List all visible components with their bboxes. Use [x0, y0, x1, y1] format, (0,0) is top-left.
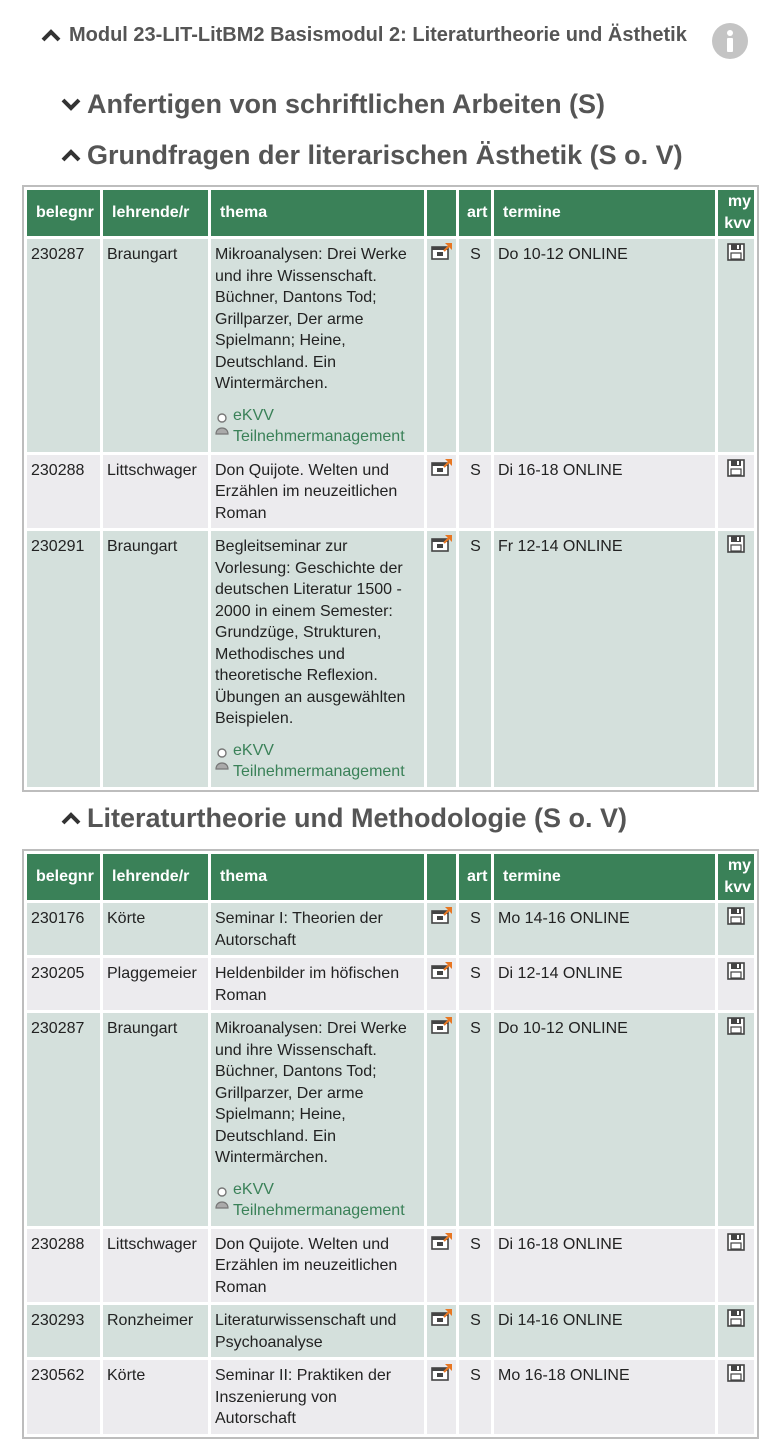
cell-lehrende: Braungart	[103, 1013, 208, 1226]
col-mykvv-1: my	[727, 857, 751, 874]
mykvv-cell	[718, 531, 754, 787]
cell-termine: Fr 12-14 ONLINE	[494, 531, 715, 787]
cell-belegnr: 230293	[27, 1305, 100, 1357]
cell-thema	[211, 531, 424, 787]
cell-art: S	[459, 531, 491, 787]
col-art[interactable]: art	[459, 854, 491, 900]
course-table-literaturtheorie	[22, 849, 759, 1439]
chevron-up-icon[interactable]	[60, 811, 82, 825]
ekvv-link[interactable]: eKVV	[233, 406, 274, 424]
table-row	[27, 1360, 754, 1434]
cell-art: S	[459, 1305, 491, 1357]
cell-art: S	[459, 1229, 491, 1303]
module-title: Modul 23-LIT-LitBM2 Basismodul 2: Literaturtheorie und Ästhetik	[69, 24, 687, 46]
mykvv-cell	[718, 1229, 754, 1303]
cell-lehrende: Littschwager	[103, 455, 208, 529]
cell-art: S	[459, 239, 491, 452]
cell-lehrende: Ronzheimer	[103, 1305, 208, 1357]
person-icon	[215, 1187, 233, 1222]
table-header	[27, 854, 754, 900]
col-details	[427, 190, 456, 236]
ekvv-link-group	[233, 1179, 405, 1222]
table-header	[27, 190, 754, 236]
course-table-grundfragen	[22, 185, 759, 792]
floppy-disk-icon[interactable]	[727, 248, 745, 265]
col-mykvv	[718, 854, 754, 900]
cell-belegnr: 230205	[27, 958, 100, 1010]
cell-art: S	[459, 958, 491, 1010]
mykvv-cell	[718, 455, 754, 529]
info-icon[interactable]	[712, 23, 748, 59]
mykvv-cell	[718, 958, 754, 1010]
cell-belegnr: 230291	[27, 531, 100, 787]
col-lehrende[interactable]: lehrende/r	[103, 854, 208, 900]
mykvv-cell	[718, 239, 754, 452]
teilnehmermanagement-link[interactable]: Teilnehmermanagement	[233, 1202, 405, 1219]
open-window-icon[interactable]	[431, 1022, 453, 1039]
floppy-disk-icon[interactable]	[727, 464, 745, 481]
cell-belegnr: 230176	[27, 903, 100, 955]
cell-thema	[211, 1229, 424, 1303]
open-window-icon[interactable]	[431, 248, 453, 265]
thema-text: Mikroanalysen: Drei Werke und ihre Wissenschaft. Büchner, Dantons Tod; Grillparzer, Der arme Spielmann; Heine, Deutschland. Ein Wintermärchen.	[215, 246, 407, 392]
cell-termine: Mo 16-18 ONLINE	[494, 1360, 715, 1434]
col-belegnr[interactable]: belegnr	[27, 190, 100, 236]
section-title: Grundfragen der literarischen Ästhetik (S o. V)	[87, 140, 683, 170]
details-cell	[427, 1305, 456, 1357]
cell-thema	[211, 1013, 424, 1226]
cell-lehrende: Littschwager	[103, 1229, 208, 1303]
mykvv-cell	[718, 903, 754, 955]
open-window-icon[interactable]	[431, 1314, 453, 1331]
col-art[interactable]: art	[459, 190, 491, 236]
cell-art: S	[459, 1360, 491, 1434]
chevron-up-icon[interactable]	[60, 148, 82, 162]
table-row	[27, 1013, 754, 1226]
cell-belegnr: 230287	[27, 239, 100, 452]
ekvv-link[interactable]: eKVV	[233, 741, 274, 759]
cell-lehrende: Braungart	[103, 531, 208, 787]
col-thema[interactable]: thema	[211, 854, 424, 900]
cell-lehrende: Plaggemeier	[103, 958, 208, 1010]
cell-thema	[211, 1360, 424, 1434]
ekvv-link-group	[233, 740, 405, 783]
cell-termine: Do 10-12 ONLINE	[494, 239, 715, 452]
col-mykvv-1: my	[727, 193, 751, 210]
open-window-icon[interactable]	[431, 912, 453, 929]
cell-termine: Di 12-14 ONLINE	[494, 958, 715, 1010]
open-window-icon[interactable]	[431, 464, 453, 481]
details-cell	[427, 1360, 456, 1434]
cell-thema	[211, 958, 424, 1010]
cell-thema	[211, 455, 424, 529]
cell-lehrende: Körte	[103, 1360, 208, 1434]
details-cell	[427, 1013, 456, 1226]
thema-text: Seminar I: Theorien der Autorschaft	[215, 910, 383, 949]
cell-thema	[211, 903, 424, 955]
cell-art: S	[459, 903, 491, 955]
col-termine[interactable]: termine	[494, 190, 715, 236]
col-details	[427, 854, 456, 900]
cell-lehrende: Braungart	[103, 239, 208, 452]
details-cell	[427, 903, 456, 955]
floppy-disk-icon[interactable]	[727, 912, 745, 929]
ekvv-link-group	[233, 405, 405, 448]
thema-text: Literaturwissenschaft und Psychoanalyse	[215, 1312, 397, 1351]
teilnehmermanagement-link[interactable]: Teilnehmermanagement	[233, 763, 405, 780]
ekvv-links	[215, 740, 421, 783]
cell-termine: Do 10-12 ONLINE	[494, 1013, 715, 1226]
details-cell	[427, 531, 456, 787]
mykvv-cell	[718, 1360, 754, 1434]
thema-text: Don Quijote. Welten und Erzählen im neuzeitlichen Roman	[215, 461, 398, 522]
open-window-icon[interactable]	[431, 1238, 453, 1255]
floppy-disk-icon[interactable]	[727, 967, 745, 984]
cell-belegnr: 230288	[27, 455, 100, 529]
table-row	[27, 239, 754, 452]
section-title: Anfertigen von schriftlichen Arbeiten (S)	[87, 89, 606, 119]
person-icon	[215, 748, 233, 783]
table-row	[27, 531, 754, 787]
floppy-disk-icon[interactable]	[727, 1369, 745, 1386]
cell-belegnr: 230288	[27, 1229, 100, 1303]
section-title: Literaturtheorie und Methodologie (S o. V)	[87, 803, 627, 833]
col-termine[interactable]: termine	[494, 854, 715, 900]
floppy-disk-icon[interactable]	[727, 1022, 745, 1039]
cell-belegnr: 230562	[27, 1360, 100, 1434]
table-row	[27, 455, 754, 529]
teilnehmermanagement-link[interactable]: Teilnehmermanagement	[233, 428, 405, 445]
thema-text: Begleitseminar zur Vorlesung: Geschichte der deutschen Literatur 1500 - 2000 in einem Semester: Grundzüge, Strukturen, Methodisches und theoretische Reflexion. Übungen an ausgewählten Beispielen.	[215, 538, 406, 727]
ekvv-links	[215, 1179, 421, 1222]
col-mykvv-2: kvv	[724, 215, 751, 232]
ekvv-links	[215, 405, 421, 448]
floppy-disk-icon[interactable]	[727, 1314, 745, 1331]
cell-termine: Di 14-16 ONLINE	[494, 1305, 715, 1357]
cell-belegnr: 230287	[27, 1013, 100, 1226]
cell-lehrende: Körte	[103, 903, 208, 955]
floppy-disk-icon[interactable]	[727, 1238, 745, 1255]
table-row	[27, 1305, 754, 1357]
col-mykvv-2: kvv	[724, 879, 751, 896]
cell-termine: Di 16-18 ONLINE	[494, 455, 715, 529]
col-thema[interactable]: thema	[211, 190, 424, 236]
cell-thema	[211, 239, 424, 452]
open-window-icon[interactable]	[431, 967, 453, 984]
details-cell	[427, 958, 456, 1010]
person-icon	[215, 413, 233, 448]
open-window-icon[interactable]	[431, 1369, 453, 1386]
cell-termine: Di 16-18 ONLINE	[494, 1229, 715, 1303]
col-mykvv	[718, 190, 754, 236]
cell-termine: Mo 14-16 ONLINE	[494, 903, 715, 955]
mykvv-cell	[718, 1013, 754, 1226]
details-cell	[427, 1229, 456, 1303]
floppy-disk-icon[interactable]	[727, 540, 745, 557]
details-cell	[427, 455, 456, 529]
open-window-icon[interactable]	[431, 540, 453, 557]
thema-text: Seminar II: Praktiken der Inszenierung von Autorschaft	[215, 1367, 392, 1427]
thema-text: Mikroanalysen: Drei Werke und ihre Wissenschaft. Büchner, Dantons Tod; Grillparzer, Der arme Spielmann; Heine, Deutschland. Ein Wintermärchen.	[215, 1020, 407, 1166]
table-row	[27, 958, 754, 1010]
thema-text: Don Quijote. Welten und Erzählen im neuzeitlichen Roman	[215, 1235, 398, 1296]
details-cell	[427, 239, 456, 452]
cell-art: S	[459, 1013, 491, 1226]
mykvv-cell	[718, 1305, 754, 1357]
table-row	[27, 1229, 754, 1303]
ekvv-link[interactable]: eKVV	[233, 1180, 274, 1198]
chevron-down-icon[interactable]	[60, 97, 82, 111]
thema-text: Heldenbilder im höfischen Roman	[215, 965, 400, 1004]
table-row	[27, 903, 754, 955]
cell-art: S	[459, 455, 491, 529]
chevron-up-icon[interactable]	[40, 28, 62, 42]
col-belegnr[interactable]: belegnr	[27, 854, 100, 900]
cell-thema	[211, 1305, 424, 1357]
col-lehrende[interactable]: lehrende/r	[103, 190, 208, 236]
